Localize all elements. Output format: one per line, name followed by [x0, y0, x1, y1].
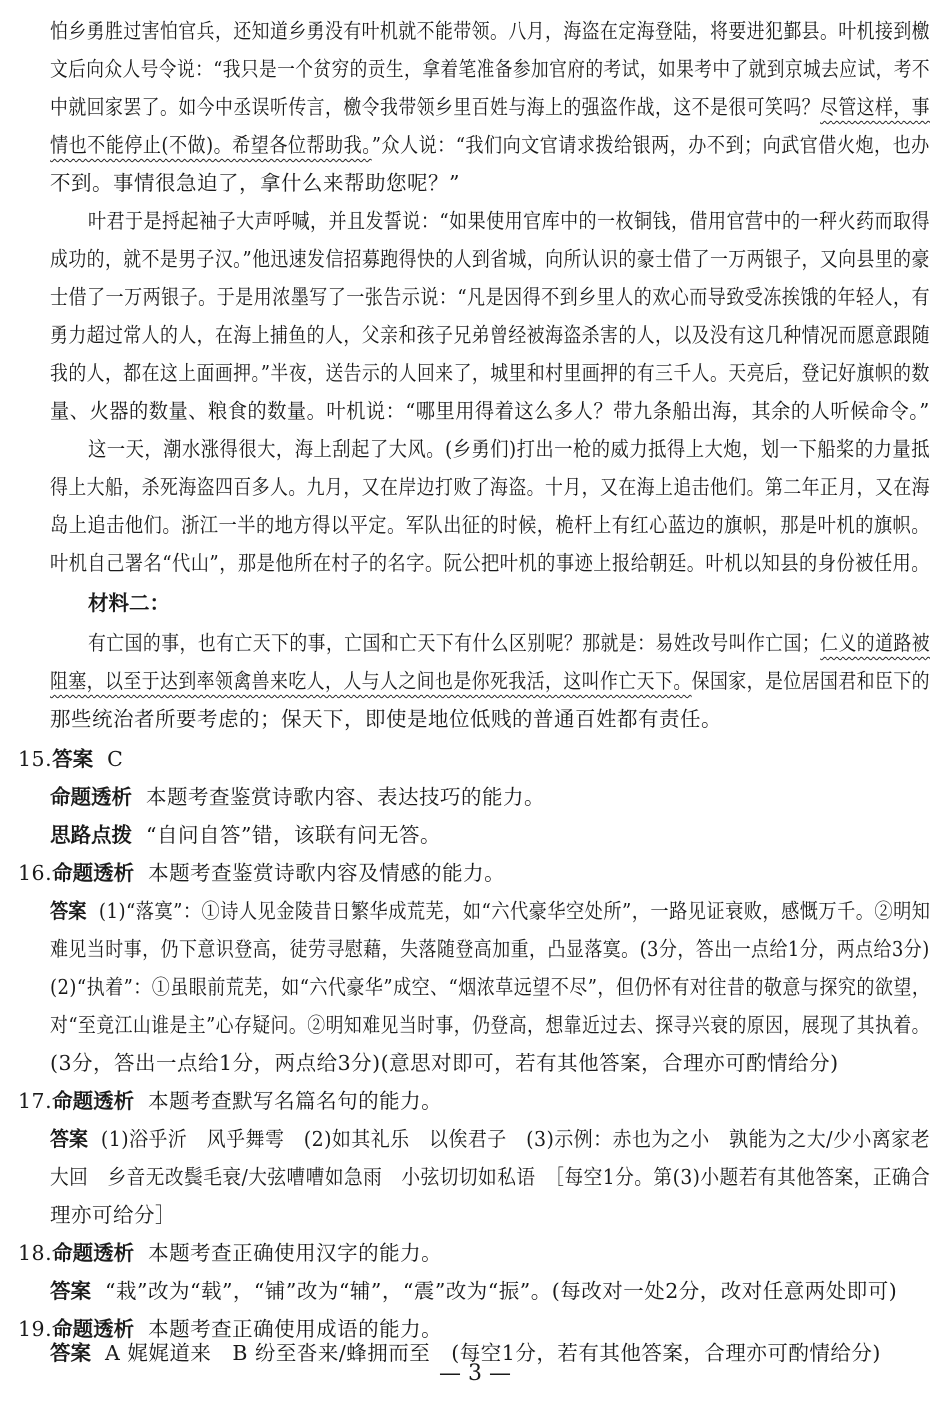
- passage-line: 那些统治者所要考虑的；保天下，即使是地位低贱的普通百姓都有责任。: [50, 707, 722, 731]
- underlined-sentence: 阻塞，以至于达到率领禽兽来吃人，人与人之间也是你死我活，这叫作亡天下。: [50, 669, 692, 693]
- answer-line: (2)“执着”：①虽眼前荒芜，如“六代豪华”成空、“烟浓草远望不尽”，但仍怀有对往昔的敬意与探究的欲望，: [50, 975, 931, 999]
- question-18-answer: [50, 1272, 897, 1310]
- passage-line: 我的人，都在这上面画押。”半夜，送告示的人回来了，城里和村里画押的有三千人。天亮后，登记好旗帜的数: [50, 361, 930, 385]
- question-16-analysis: [18, 854, 505, 892]
- question-number: 16.: [18, 861, 53, 885]
- analysis-text: 本题考查正确使用成语的能力。: [148, 1317, 443, 1341]
- question-17-analysis: [18, 1082, 442, 1120]
- question-16-answer: [50, 892, 930, 930]
- passage-line: 叶君于是捋起袖子大声呼喊，并且发誓说：“如果使用官库中的一枚铜钱，借用官营中的一秤火药而取得: [88, 209, 930, 233]
- page-number: — 3 —: [439, 1361, 511, 1386]
- analysis-text: 本题考查鉴赏诗歌内容及情感的能力。: [148, 861, 506, 885]
- passage-line: [50, 126, 930, 164]
- passage-line: 成功的，就不是男子汉。”他迅速发信招募跑得快的人到省城，向所认识的豪士借了一万两银子，又向县里的豪: [50, 247, 930, 271]
- answer-line: 大回 乡音无改鬓毛衰/大弦嘈嘈如急雨 小弦切切如私语 ［每空1分。第(3)小题若有其他答案，正确合: [50, 1165, 931, 1189]
- passage-line: 勇力超过常人的人，在海上捕鱼的人，父亲和孩子兄弟曾经被海盗杀害的人，以及没有这几种情况而愿意跟随: [50, 323, 930, 347]
- answer-label: 答案: [50, 1127, 88, 1151]
- question-number: 18.: [18, 1241, 53, 1265]
- answer-text: (1)“落寞”：①诗人见金陵昔日繁华成荒芜，如“六代豪华空处所”，一路见证衰败，感慨万千。②明知: [98, 899, 931, 923]
- passage-line: 文后向众人号令说：“我只是一个贫穷的贡生，拿着笔准备参加官府的考试，如果考中了就到京城去应试，考不: [50, 57, 930, 81]
- analysis-label: 命题透析: [50, 785, 132, 809]
- question-15-analysis: [50, 778, 545, 816]
- passage-text: 中就回家罢了。如今中丞误听传言，檄令我带领乡里百姓与海上的强盗作战，这不是很可笑吗？: [50, 95, 820, 119]
- answer-text: C: [107, 747, 124, 771]
- underlined-sentence: 尽管这样，事: [820, 95, 930, 119]
- answer-label: 答案: [50, 1341, 91, 1365]
- passage-line: 这一天，潮水涨得很大，海上刮起了大风。(乡勇们)打出一枪的威力抵得上大炮，划一下船桨的力量抵: [88, 437, 930, 461]
- analysis-label: 命题透析: [52, 1317, 135, 1341]
- question-number: 19.: [18, 1317, 53, 1341]
- analysis-label: 命题透析: [52, 861, 135, 885]
- question-number: 17.: [18, 1089, 53, 1113]
- analysis-text: 本题考查正确使用汉字的能力。: [148, 1241, 443, 1265]
- answer-text: A 娓娓道来 B 纷至沓来/蜂拥而至 (每空1分，若有其他答案，合理亦可酌情给分): [105, 1341, 881, 1365]
- passage-line: [50, 662, 930, 700]
- passage-line: 量、火器的数量、粮食的数量。叶机说：“哪里用得着这么多人？带九条船出海，其余的人听候命令。”: [50, 399, 930, 423]
- passage-line: 叶机自己署名“代山”，那是他所在村子的名字。阮公把叶机的事迹上报给朝廷。叶机以知县的身份被任用。: [50, 551, 930, 575]
- passage-text: 有亡国的事，也有亡天下的事，亡国和亡天下有什么区别呢？那就是：易姓改号叫作亡国；: [88, 631, 821, 655]
- analysis-text: 本题考查鉴赏诗歌内容、表达技巧的能力。: [146, 785, 545, 809]
- answer-label: 答案: [50, 1279, 91, 1303]
- question-number: 15.: [18, 747, 53, 771]
- underlined-sentence: 情也不能停止(不做)。希望各位帮助我。: [50, 133, 372, 157]
- passage-line: [50, 88, 930, 126]
- question-15-hint: [50, 816, 441, 854]
- answer-line: (3分，答出一点给1分，两点给3分)(意思对即可，若有其他答案，合理亦可酌情给分): [50, 1051, 839, 1075]
- passage-line: 不到。事情很急迫了，拿什么来帮助您呢？”: [50, 171, 460, 195]
- passage-line: 岛上追击他们。浙江一半的地方得以平定。军队出征的时候，桅杆上有红心蓝边的旗帜，那是叶机的旗帜。: [50, 513, 930, 537]
- analysis-text: 本题考查默写名篇名句的能力。: [148, 1089, 443, 1113]
- answer-label: 答案: [50, 899, 87, 923]
- material-heading: 材料二：: [88, 591, 170, 615]
- answer-text: “栽”改为“载”，“铺”改为“辅”，“震”改为“振”。(每改对一处2分，改对任意两处即可): [105, 1279, 898, 1303]
- passage-line: 怕乡勇胜过害怕官兵，还知道乡勇没有叶机就不能带领。八月，海盗在定海登陆，将要进犯鄞县。叶机接到檄: [50, 19, 930, 43]
- passage-text: ”众人说：“我们向文官请求拨给银两，办不到；向武官借火炮，也办: [371, 133, 930, 157]
- analysis-label: 命题透析: [52, 1089, 135, 1113]
- passage-line: [88, 624, 930, 662]
- answer-line: 对“至竟江山谁是主”心存疑问。②明知难见当时事，仍登高，想靠近过去、探寻兴衰的原因，展现了其执着。: [50, 1013, 930, 1037]
- underlined-sentence: 仁义的道路被: [820, 631, 930, 655]
- answer-line: 难见当时事，仍下意识登高，徒劳寻慰藉，失落随登高加重，凸显落寞。(3分，答出一点给1分，两点给3分): [50, 937, 930, 961]
- hint-label: 思路点拨: [50, 823, 132, 847]
- passage-text: 保国家，是位居国君和臣下的: [691, 669, 930, 693]
- question-17-answer: [50, 1120, 930, 1158]
- answer-text: (1)浴乎沂 风乎舞雩 (2)如其礼乐 以俟君子 (3)示例：赤也为之小 孰能为之大/少小离家老: [100, 1127, 931, 1151]
- passage-line: 得上大船，杀死海盗四百多人。九月，又在岸边打败了海盗。十月，又在海上追击他们。第二年正月，又在海: [50, 475, 930, 499]
- passage-line: 士借了一万两银子。于是用浓墨写了一张告示说：“凡是因得不到乡里人的欢心而导致受冻挨饿的年轻人，有: [50, 285, 930, 309]
- answer-line: 理亦可给分］: [50, 1203, 176, 1227]
- question-18-analysis: [18, 1234, 442, 1272]
- analysis-label: 命题透析: [52, 1241, 135, 1265]
- question-15-answer: [18, 740, 123, 778]
- hint-text: “自问自答”错，该联有问无答。: [146, 823, 441, 847]
- answer-label: 答案: [52, 747, 94, 771]
